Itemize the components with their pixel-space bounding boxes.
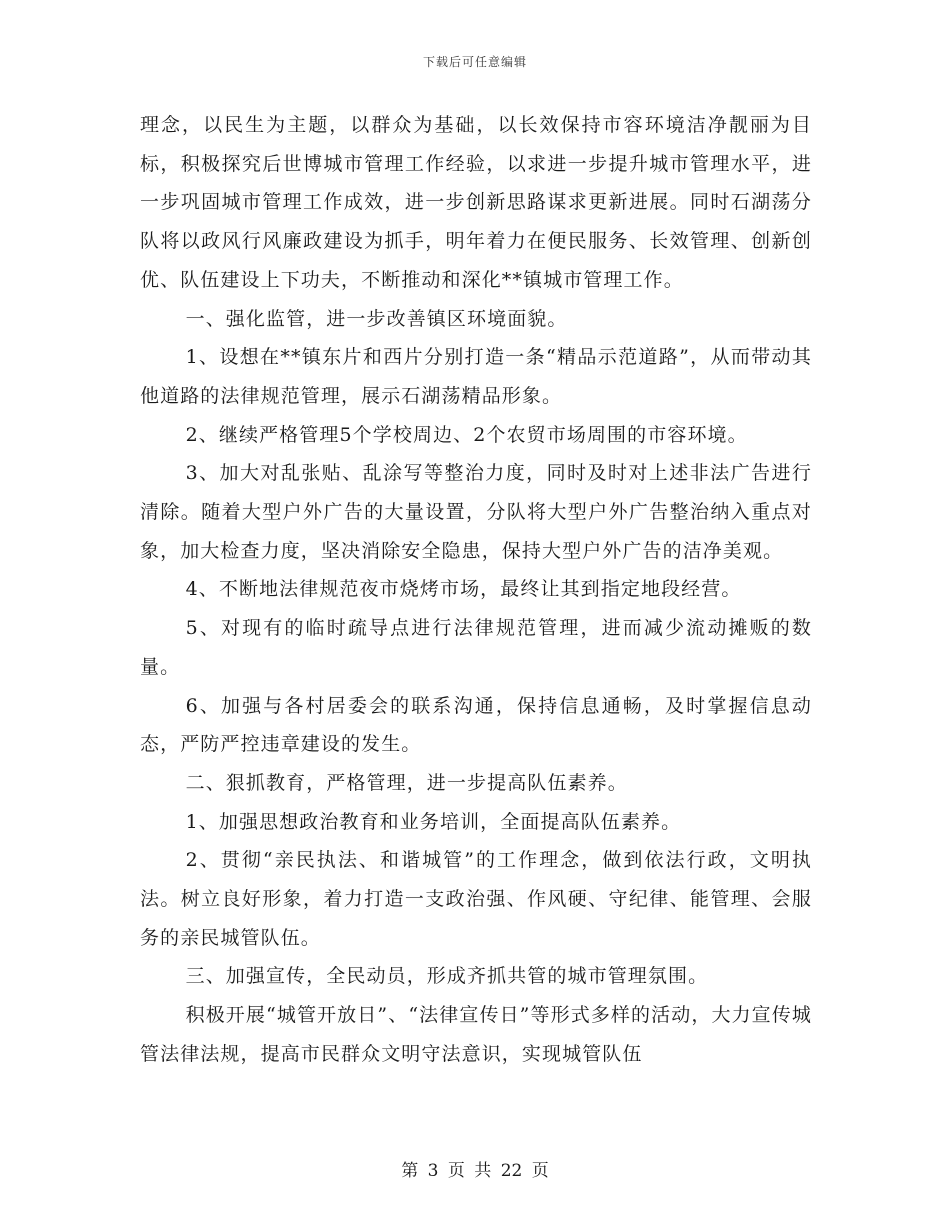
list-item-1-1: 1、设想在**镇东片和西片分别打造一条“精品示范道路”，从而带动其他道路的法律规范管理，展示石湖荡精品形象。 xyxy=(140,346,812,407)
list-item-2-2: 2、贯彻“亲民执法、和谐城管”的工作理念，做到依法行政，文明执法。树立良好形象，着力打造一支政治强、作风硬、守纪律、能管理、会服务的亲民城管队伍。 xyxy=(140,849,812,949)
list-item-1-5: 5、对现有的临时疏导点进行法律规范管理，进而减少流动摊贩的数量。 xyxy=(140,617,812,678)
page-header-note: 下载后可任意编辑 xyxy=(422,55,527,69)
list-item-1-4: 4、不断地法律规范夜市烧烤市场，最终让其到指定地段经营。 xyxy=(185,578,742,601)
list-item-1-6: 6、加强与各村居委会的联系沟通，保持信息通畅，及时掌握信息动态，严防严控违章建设的发生。 xyxy=(140,694,812,756)
list-item-2-1: 1、加强思想政治教育和业务培训，全面提高队伍素养。 xyxy=(185,810,682,833)
list-item-1-3: 3、加大对乱张贴、乱涂写等整治力度，同时及时对上述非法广告进行清除。随着大型户外广告的大量设置，分队将大型户外广告整治纳入重点对象，加大检查力度，坚决消除安全隐患，保持大型户外广告的洁净美观。 xyxy=(140,462,812,562)
document-body xyxy=(140,106,812,1074)
section-heading-3: 三、加强宣传，全民动员，形成齐抓共管的城市管理氛围。 xyxy=(185,965,709,988)
paragraph-continuation: 理念，以民生为主题，以群众为基础，以长效保持市容环境洁净靓丽为目标，积极探究后世博城市管理工作经验，以求进一步提升城市管理水平，进一步巩固城市管理工作成效，进一步创新思路谋求更新进展。同时石湖荡分队将以政风行风廉政建设为抓手，明年着力在便民服务、长效管理、创新创优、队伍建设上下功夫，不断推动和深化**镇城市管理工作。 xyxy=(140,114,812,291)
section-heading-2: 二、狠抓教育，严格管理，进一步提高队伍素养。 xyxy=(185,771,628,794)
list-item-1-2: 2、继续严格管理5个学校周边、2个农贸市场周围的市容环境。 xyxy=(185,423,748,446)
paragraph-activities: 积极开展“城管开放日”、“法律宣传日”等形式多样的活动，大力宣传城管法律法规，提高市民群众文明守法意识，实现城管队伍 xyxy=(140,1004,812,1065)
section-heading-1: 一、强化监管，进一步改善镇区环境面貌。 xyxy=(185,307,568,330)
page-number: 第 3 页 共 22 页 xyxy=(401,1161,549,1181)
